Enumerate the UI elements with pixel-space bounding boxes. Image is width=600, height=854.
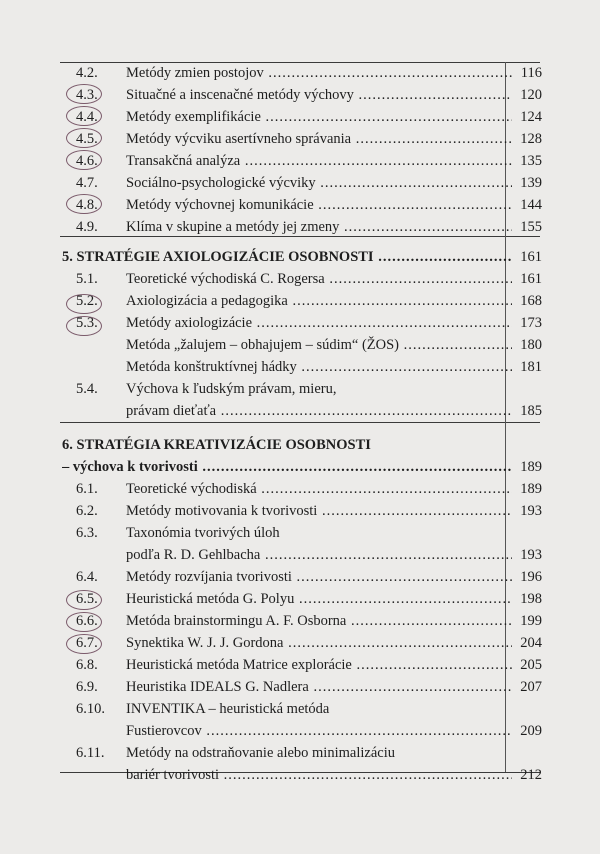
entry-title: Metóda brainstormingu A. F. Osborna .....: [126, 610, 512, 632]
entry-number: 4.2.: [76, 65, 98, 81]
chapter6-heading[interactable]: [0, 434, 600, 456]
toc-entry[interactable]: [0, 764, 600, 786]
entry-title: Metódy rozvíjania tvorivosti .....: [126, 566, 512, 588]
entry-title: Metódy výchovnej komunikácie .....: [126, 194, 512, 216]
pen-circle-6-5: [66, 590, 102, 610]
chapter6-subtitle: – výchova k tvorivosti .....: [62, 456, 512, 478]
entry-page: 198: [520, 591, 542, 607]
entry-title: Synektika W. J. J. Gordona .....: [126, 632, 512, 654]
entry-page: 135: [520, 153, 542, 169]
entry-number: 6.3.: [76, 525, 98, 541]
toc-entry[interactable]: [0, 62, 600, 84]
toc-entry[interactable]: [0, 268, 600, 290]
entry-title: Situačné a inscenačné metódy výchovy .....: [126, 84, 512, 106]
entry-page: 144: [520, 197, 542, 213]
entry-title: Fustierovcov .....: [126, 720, 512, 742]
entry-number: 4.8.: [76, 197, 98, 213]
entry-page: 173: [520, 315, 542, 331]
entry-title: Metódy na odstraňovanie alebo minimalizáciu: [126, 745, 395, 761]
toc-entry[interactable]: [0, 698, 600, 720]
pen-circle-4-4: [66, 106, 102, 126]
entry-page: 207: [520, 679, 542, 695]
entry-title: Metódy výcviku asertívneho správania .....: [126, 128, 512, 150]
pen-circle-6-6: [66, 612, 102, 632]
entry-page: 196: [520, 569, 542, 585]
pen-circle-4-5: [66, 128, 102, 148]
entry-page: 155: [520, 219, 542, 235]
entry-number: 4.6.: [76, 153, 98, 169]
toc-entry[interactable]: [0, 478, 600, 500]
chapter5-page: 161: [520, 249, 542, 265]
entry-title: Taxonómia tvorivých úloh: [126, 525, 280, 541]
entry-title: bariér tvorivosti .....: [126, 764, 512, 786]
entry-title: Metódy axiologizácie .....: [126, 312, 512, 334]
chapter6-title: 6. STRATÉGIA KREATIVIZÁCIE OSOBNOSTI: [62, 437, 371, 453]
entry-page: 120: [520, 87, 542, 103]
chapter5-title: 5. STRATÉGIE AXIOLOGIZÁCIE OSOBNOSTI .....: [62, 246, 512, 268]
entry-title: Metódy zmien postojov .....: [126, 62, 512, 84]
entry-number: 6.6.: [76, 613, 98, 629]
entry-title: Metódy exemplifikácie .....: [126, 106, 512, 128]
entry-title: Teoretické východiská .....: [126, 478, 512, 500]
toc-entry[interactable]: [0, 544, 600, 566]
entry-page: 161: [520, 271, 542, 287]
entry-page: 193: [520, 503, 542, 519]
entry-title: Axiologizácia a pedagogika .....: [126, 290, 512, 312]
chapter5-bottom-rule: [60, 422, 540, 423]
entry-page: 181: [520, 359, 542, 375]
toc-entry[interactable]: [0, 566, 600, 588]
entry-title: Heuristická metóda G. Polyu .....: [126, 588, 512, 610]
toc-entry[interactable]: [0, 522, 600, 544]
entry-title: Transakčná analýza .....: [126, 150, 512, 172]
entry-number: 4.3.: [76, 87, 98, 103]
entry-title: podľa R. D. Gehlbacha .....: [126, 544, 512, 566]
entry-page: 209: [520, 723, 542, 739]
entry-number: 4.7.: [76, 175, 98, 191]
toc-entry[interactable]: [0, 172, 600, 194]
toc-entry[interactable]: [0, 720, 600, 742]
chapter5-heading[interactable]: [0, 246, 600, 268]
entry-number: 6.10.: [76, 701, 105, 717]
entry-number: 6.9.: [76, 679, 98, 695]
entry-number: 6.4.: [76, 569, 98, 585]
entry-number: 6.7.: [76, 635, 98, 651]
entry-page: 205: [520, 657, 542, 673]
toc-entry[interactable]: [0, 654, 600, 676]
entry-title: Klíma v skupine a metódy jej zmeny .....: [126, 216, 512, 238]
entry-page: 199: [520, 613, 542, 629]
toc-entry[interactable]: [0, 500, 600, 522]
entry-page: 116: [520, 65, 542, 81]
chapter6-subheading[interactable]: [0, 456, 600, 478]
entry-page: 128: [520, 131, 542, 147]
toc-entry[interactable]: [0, 356, 600, 378]
entry-number: 6.2.: [76, 503, 98, 519]
entry-page: 193: [520, 547, 542, 563]
pen-circle-4-8: [66, 194, 102, 214]
entry-page: 124: [520, 109, 542, 125]
entry-title: Teoretické východiská C. Rogersa .....: [126, 268, 512, 290]
entry-title: Metódy motivovania k tvorivosti .....: [126, 500, 512, 522]
entry-number: 5.2.: [76, 293, 98, 309]
pen-circle-6-7: [66, 634, 102, 654]
entry-page: 212: [520, 767, 542, 783]
entry-number: 4.4.: [76, 109, 98, 125]
toc-entry[interactable]: [0, 742, 600, 764]
toc-entry[interactable]: [0, 378, 600, 400]
pen-circle-4-3: [66, 84, 102, 104]
entry-title: Sociálno-psychologické výcviky .....: [126, 172, 512, 194]
entry-title: INVENTIKA – heuristická metóda: [126, 701, 330, 717]
entry-page: 180: [520, 337, 542, 353]
entry-number: 5.3.: [76, 315, 98, 331]
entry-title: Výchova k ľudským právam, mieru,: [126, 381, 337, 397]
entry-number: 6.1.: [76, 481, 98, 497]
entry-title: Heuristická metóda Matrice explorácie .....: [126, 654, 512, 676]
entry-number: 4.5.: [76, 131, 98, 147]
toc-entry[interactable]: [0, 676, 600, 698]
entry-page: 189: [520, 481, 542, 497]
entry-title: právam dieťaťa .....: [126, 400, 512, 422]
entry-number: 6.11.: [76, 745, 105, 761]
entry-title: Metóda „žalujem – obhajujem – súdim“ (ŽOS) .....: [126, 334, 512, 356]
chapter6-page: 189: [520, 459, 542, 475]
entry-number: 6.5.: [76, 591, 98, 607]
pen-circle-5-2: [66, 294, 102, 314]
pen-circle-5-3: [66, 316, 102, 336]
entry-page: 168: [520, 293, 542, 309]
entry-page: 204: [520, 635, 542, 651]
toc-entry[interactable]: [0, 334, 600, 356]
toc-entry[interactable]: [0, 400, 600, 422]
pen-circle-4-6: [66, 150, 102, 170]
entry-page: 139: [520, 175, 542, 191]
entry-title: Heuristika IDEALS G. Nadlera .....: [126, 676, 512, 698]
entry-number: 6.8.: [76, 657, 98, 673]
entry-number: 4.9.: [76, 219, 98, 235]
entry-title: Metóda konštruktívnej hádky .....: [126, 356, 512, 378]
toc-entry[interactable]: [0, 216, 600, 238]
entry-page: 185: [520, 403, 542, 419]
entry-number: 5.1.: [76, 271, 98, 287]
entry-number: 5.4.: [76, 381, 98, 397]
